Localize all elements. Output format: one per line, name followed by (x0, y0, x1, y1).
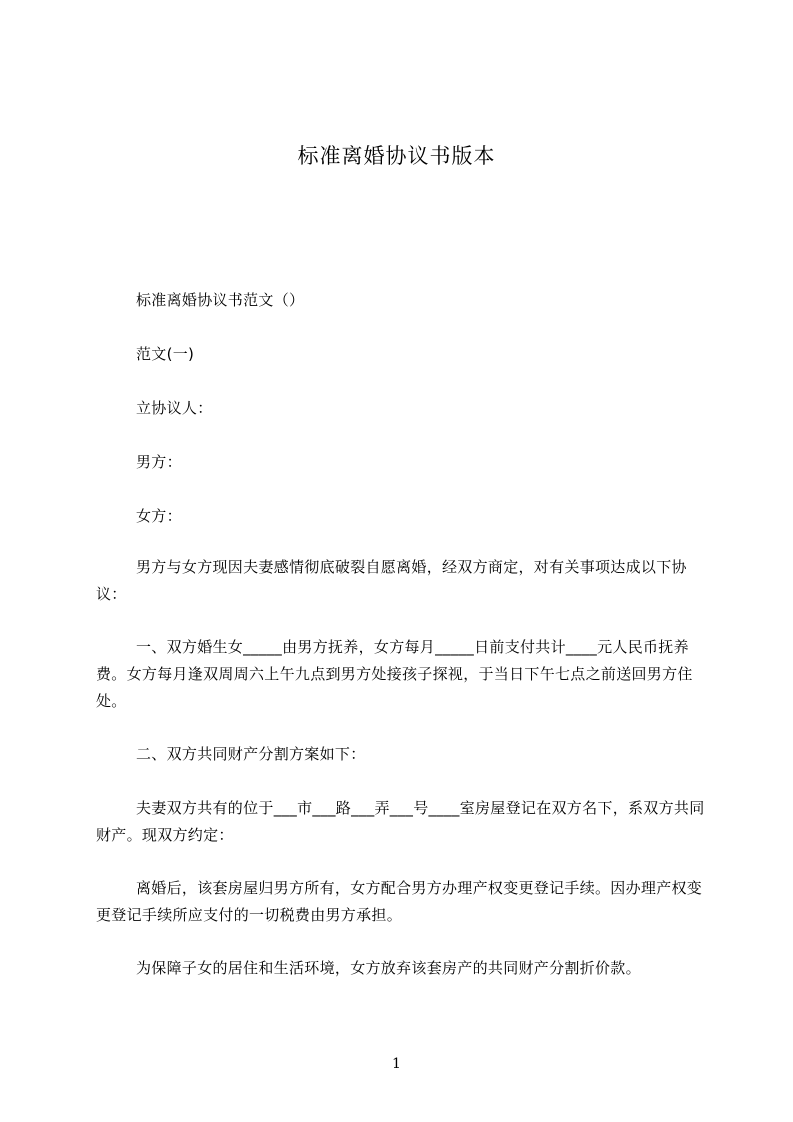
page-number: 1 (392, 1056, 401, 1072)
paragraph-husband: 男方： (136, 453, 182, 471)
paragraph-agreement-intro: 男方与女方现因夫妻感情彻底破裂自愿离婚，经双方商定，对有关事项达成以下协议： (96, 558, 687, 603)
paragraph-clause-one: 一、双方婚生女_____由男方抚养，女方每月_____日前支付共计____元人民币抚养费。女方每月逢双周周六上午九点到男方处接孩子探视，于当日下午七点之前送回男方住处。 (96, 638, 693, 710)
paragraph-parties: 立协议人： (136, 399, 213, 417)
paragraph-intro: 标准离婚协议书范文（） (136, 291, 305, 309)
paragraph-clause-two: 二、双方共同财产分割方案如下： (136, 745, 366, 763)
paragraph-sample-one: 范文(一) (136, 345, 195, 363)
paragraph-children-housing: 为保障子女的居住和生活环境，女方放弃该套房产的共同财产分割折价款。 (136, 959, 641, 977)
paragraph-wife: 女方： (136, 507, 182, 525)
paragraph-property: 夫妻双方共有的位于___市___路___弄___号____室房屋登记在双方名下，系双方共同财产。现双方约定： (96, 799, 705, 844)
document-title: 标准离婚协议书版本 (297, 144, 496, 168)
paragraph-after-divorce: 离婚后，该套房屋归男方所有，女方配合男方办理产权变更登记手续。因办理产权变更登记手续所应支付的一切税费由男方承担。 (96, 879, 703, 924)
